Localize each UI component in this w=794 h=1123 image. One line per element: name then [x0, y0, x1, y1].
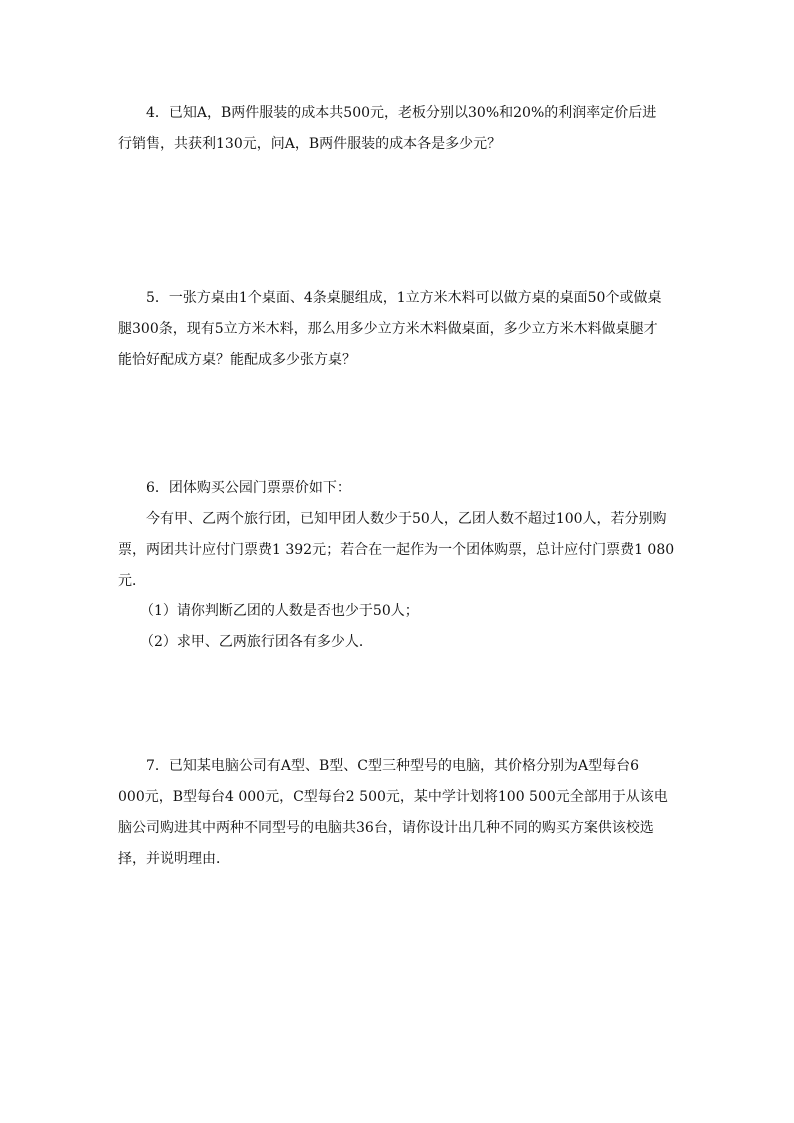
problem-6-line-2: 今有甲、乙两个旅行团，已知甲团人数少于50人，乙团人数不超过100人，若分别购 [146, 511, 667, 527]
problem-5-line-3: 能恰好配成方桌？能配成多少张方桌？ [118, 352, 356, 368]
problem-6-sub-2: （2）求甲、乙两旅行团各有多少人． [140, 634, 373, 650]
problem-5-line-1: 5．一张方桌由1个桌面、4条桌腿组成，1立方米木料可以做方桌的桌面50个或做桌 [146, 290, 662, 306]
problem-6-line-1: 6．团体购买公园门票票价如下： [146, 480, 351, 496]
problem-7-line-1: 7．已知某电脑公司有A型、B型、C型三种型号的电脑，其价格分别为A型每台6 [146, 758, 640, 774]
problem-6-line-3: 票，两团共计应付门票费1 392元；若合在一起作为一个团体购票，总计应付门票费1 080 [118, 542, 675, 558]
problem-6-sub-1: （1）请你判断乙团的人数是否也少于50人； [140, 603, 419, 619]
problem-4-line-1: 4．已知A，B两件服装的成本共500元，老板分别以30%和20%的利润率定价后进 [146, 105, 657, 121]
problem-5-line-2: 腿300条，现有5立方米木料，那么用多少立方米木料做桌面，多少立方米木料做桌腿才 [118, 321, 658, 337]
problem-6-line-4: 元． [118, 573, 146, 589]
problem-7-line-4: 择，并说明理由． [118, 851, 230, 867]
problem-4-line-2: 行销售，共获利130元，问A，B两件服装的成本各是多少元？ [118, 136, 502, 152]
problem-7-line-3: 脑公司购进其中两种不同型号的电脑共36台，请你设计出几种不同的购买方案供该校选 [118, 820, 654, 836]
problem-7-line-2: 000元，B型每台4 000元，C型每台2 500元，某中学计划将100 500元全部用于从该电 [118, 789, 668, 805]
